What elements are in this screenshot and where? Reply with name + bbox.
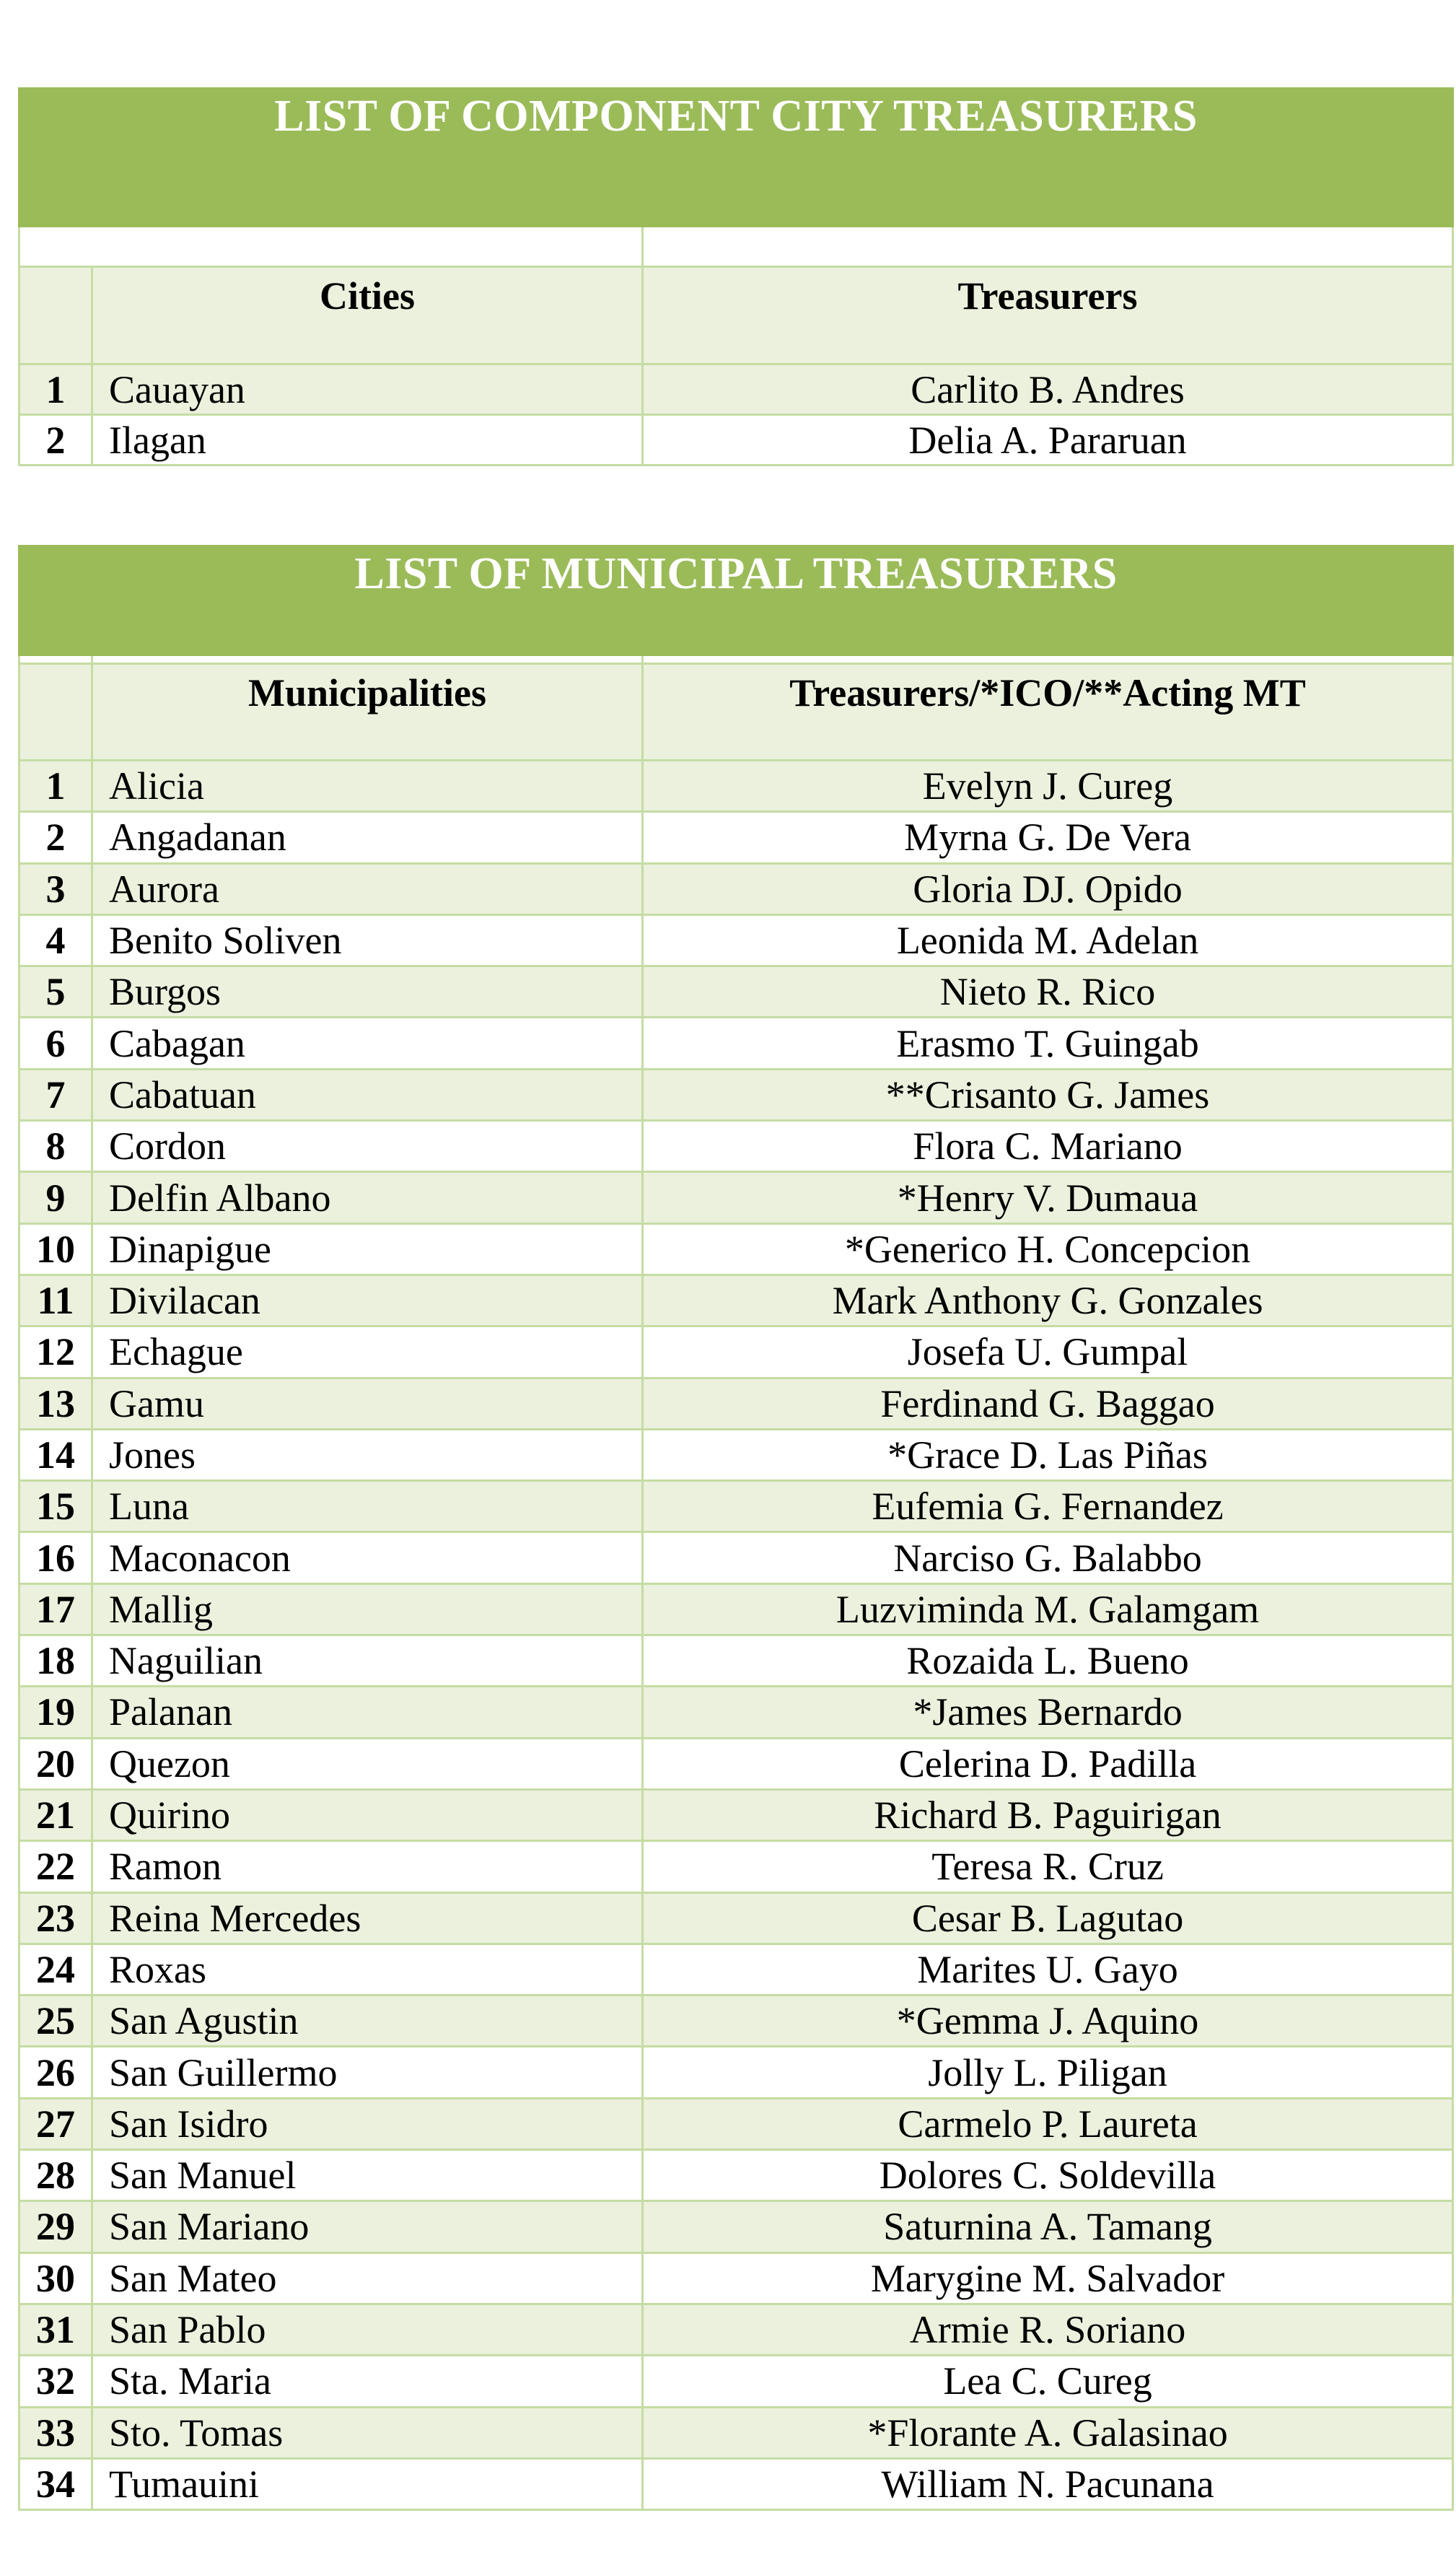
table-row: [19, 812, 1453, 863]
table-row: [19, 1996, 1453, 2047]
place-name: San Mariano: [92, 2201, 643, 2252]
place-name: Sto. Tomas: [92, 2407, 643, 2458]
table-row: [19, 1635, 1453, 1687]
row-number: 6: [19, 1018, 92, 1069]
row-number: 14: [19, 1429, 92, 1480]
municipal-table-banner-strip: [19, 604, 1453, 655]
row-number: 11: [19, 1275, 92, 1326]
row-number: 2: [19, 415, 92, 466]
treasurer-name: Narciso G. Balabbo: [643, 1532, 1453, 1583]
table-row: [19, 2304, 1453, 2355]
table-row: [19, 2047, 1453, 2098]
place-name: Quirino: [92, 1789, 643, 1840]
table-row: [19, 1892, 1453, 1944]
cities-column-header: Cities: [320, 274, 415, 318]
treasurer-name: Eufemia G. Fernandez: [643, 1481, 1453, 1532]
treasurer-name: Jolly L. Piligan: [643, 2047, 1453, 2098]
place-name: Cordon: [92, 1121, 643, 1172]
row-number: 13: [19, 1378, 92, 1429]
municipal-treasurers-table: [18, 545, 1454, 2511]
row-number: 12: [19, 1326, 92, 1378]
place-name: Divilacan: [92, 1275, 643, 1326]
row-number: 23: [19, 1892, 92, 1944]
row-number: 17: [19, 1583, 92, 1635]
row-number: 10: [19, 1223, 92, 1275]
row-number: 28: [19, 2150, 92, 2201]
municipalities-column-header: Municipalities: [247, 671, 486, 714]
treasurer-name: Flora C. Mariano: [643, 1121, 1453, 1172]
treasurer-name: **Crisanto G. James: [643, 1069, 1453, 1120]
place-name: Alicia: [92, 761, 643, 812]
table-row: [19, 415, 1453, 466]
treasurer-name: *Florante A. Galasinao: [643, 2407, 1453, 2458]
treasurer-name: Delia A. Pararuan: [643, 415, 1453, 466]
place-name: Quezon: [92, 1738, 643, 1789]
table-row: [19, 1121, 1453, 1172]
place-name: Jones: [92, 1429, 643, 1480]
treasurer-name: Luzviminda M. Galamgam: [643, 1583, 1453, 1635]
place-name: Aurora: [92, 863, 643, 914]
place-name: Cabatuan: [92, 1069, 643, 1120]
treasurer-name: Gloria DJ. Opido: [643, 863, 1453, 914]
treasurer-name: Saturnina A. Tamang: [643, 2201, 1453, 2252]
row-number: 15: [19, 1481, 92, 1532]
treasurer-name: Carmelo P. Laureta: [643, 2098, 1453, 2149]
row-number: 2: [19, 812, 92, 863]
row-number: 4: [19, 914, 92, 966]
table-row: [19, 1583, 1453, 1635]
treasurer-name: *Gemma J. Aquino: [643, 1996, 1453, 2047]
table-row: [19, 1429, 1453, 1480]
place-name: Luna: [92, 1481, 643, 1532]
city-table-title: LIST OF COMPONENT CITY TREASURERS: [274, 92, 1198, 141]
table-row: [19, 1172, 1453, 1223]
city-treasurers-table: [18, 87, 1454, 466]
treasurer-name: Ferdinand G. Baggao: [643, 1378, 1453, 1429]
municipal-treasurers-column-header: Treasurers/*ICO/**Acting MT: [789, 671, 1306, 714]
place-name: Cauayan: [92, 364, 643, 415]
row-number: 1: [19, 364, 92, 415]
treasurer-name: Cesar B. Lagutao: [643, 1892, 1453, 1944]
place-name: Tumauini: [92, 2458, 643, 2509]
row-number: 22: [19, 1841, 92, 1892]
treasurer-name: Myrna G. De Vera: [643, 812, 1453, 863]
row-number: 21: [19, 1789, 92, 1840]
city-table-header: [19, 267, 1453, 364]
place-name: Echague: [92, 1326, 643, 1378]
treasurer-name: Marites U. Gayo: [643, 1944, 1453, 1995]
treasurer-name: Richard B. Paguirigan: [643, 1789, 1453, 1840]
row-number: 34: [19, 2458, 92, 2509]
table-row: [19, 2098, 1453, 2149]
place-name: San Agustin: [92, 1996, 643, 2047]
treasurer-name: Armie R. Soriano: [643, 2304, 1453, 2355]
row-number: 30: [19, 2252, 92, 2304]
row-number: 19: [19, 1687, 92, 1738]
row-number: 16: [19, 1532, 92, 1583]
treasurer-name: Nieto R. Rico: [643, 966, 1453, 1018]
place-name: Angadanan: [92, 812, 643, 863]
place-name: San Manuel: [92, 2150, 643, 2201]
table-row: [19, 966, 1453, 1018]
place-name: Burgos: [92, 966, 643, 1018]
row-number: 3: [19, 863, 92, 914]
treasurers-column-header: Treasurers: [957, 274, 1138, 318]
treasurer-name: Marygine M. Salvador: [643, 2252, 1453, 2304]
table-row: [19, 2150, 1453, 2201]
place-name: Ilagan: [92, 415, 643, 466]
row-number: 18: [19, 1635, 92, 1687]
place-name: Benito Soliven: [92, 914, 643, 966]
place-name: San Guillermo: [92, 2047, 643, 2098]
city-table-banner: [19, 89, 1453, 227]
table-row: [19, 1069, 1453, 1120]
treasurer-name: *James Bernardo: [643, 1687, 1453, 1738]
place-name: Sta. Maria: [92, 2356, 643, 2407]
treasurer-name: Lea C. Cureg: [643, 2356, 1453, 2407]
table-row: [19, 1944, 1453, 1995]
treasurer-name: *Generico H. Concepcion: [643, 1223, 1453, 1275]
place-name: San Mateo: [92, 2252, 643, 2304]
row-number: 9: [19, 1172, 92, 1223]
municipal-table-header: [19, 664, 1453, 761]
treasurer-name: Teresa R. Cruz: [643, 1841, 1453, 1892]
treasurer-name: Dolores C. Soldevilla: [643, 2150, 1453, 2201]
treasurer-name: Leonida M. Adelan: [643, 914, 1453, 966]
table-row: [19, 1738, 1453, 1789]
table-row: [19, 2252, 1453, 2304]
place-name: Cabagan: [92, 1018, 643, 1069]
row-number: 25: [19, 1996, 92, 2047]
table-row: [19, 1326, 1453, 1378]
row-number: 29: [19, 2201, 92, 2252]
place-name: Gamu: [92, 1378, 643, 1429]
table-row: [19, 2407, 1453, 2458]
place-name: Palanan: [92, 1687, 643, 1738]
table-row: [19, 914, 1453, 966]
table-row: [19, 1018, 1453, 1069]
table-row: [19, 863, 1453, 914]
place-name: Dinapigue: [92, 1223, 643, 1275]
table-row: [19, 1223, 1453, 1275]
place-name: Naguilian: [92, 1635, 643, 1687]
place-name: San Pablo: [92, 2304, 643, 2355]
row-number: 32: [19, 2356, 92, 2407]
row-number: 24: [19, 1944, 92, 1995]
row-number: 20: [19, 1738, 92, 1789]
treasurer-name: Erasmo T. Guingab: [643, 1018, 1453, 1069]
treasurer-name: Celerina D. Padilla: [643, 1738, 1453, 1789]
treasurer-name: William N. Pacunana: [643, 2458, 1453, 2509]
row-number: 26: [19, 2047, 92, 2098]
table-row: [19, 2356, 1453, 2407]
table-row: [19, 1481, 1453, 1532]
city-table-spacer: [19, 227, 1453, 267]
table-row: [19, 2201, 1453, 2252]
municipal-table-title: LIST OF MUNICIPAL TREASURERS: [354, 549, 1118, 598]
row-number: 33: [19, 2407, 92, 2458]
place-name: Mallig: [92, 1583, 643, 1635]
table-row: [19, 1841, 1453, 1892]
treasurer-name: Rozaida L. Bueno: [643, 1635, 1453, 1687]
place-name: Reina Mercedes: [92, 1892, 643, 1944]
treasurer-name: Evelyn J. Cureg: [643, 761, 1453, 812]
place-name: Delfin Albano: [92, 1172, 643, 1223]
row-number: 5: [19, 966, 92, 1018]
row-number: 7: [19, 1069, 92, 1120]
row-number: 31: [19, 2304, 92, 2355]
row-number: 8: [19, 1121, 92, 1172]
table-row: [19, 1687, 1453, 1738]
place-name: San Isidro: [92, 2098, 643, 2149]
table-row: [19, 1789, 1453, 1840]
table-row: [19, 761, 1453, 812]
row-number: 1: [19, 761, 92, 812]
treasurer-name: Mark Anthony G. Gonzales: [643, 1275, 1453, 1326]
table-row: [19, 1532, 1453, 1583]
treasurer-name: *Grace D. Las Piñas: [643, 1429, 1453, 1480]
place-name: Maconacon: [92, 1532, 643, 1583]
treasurer-name: Carlito B. Andres: [643, 364, 1453, 415]
treasurer-name: Josefa U. Gumpal: [643, 1326, 1453, 1378]
table-row: [19, 1378, 1453, 1429]
table-row: [19, 364, 1453, 415]
place-name: Roxas: [92, 1944, 643, 1995]
row-number: 27: [19, 2098, 92, 2149]
place-name: Ramon: [92, 1841, 643, 1892]
municipal-table-spacer: [19, 655, 1453, 664]
treasurer-name: *Henry V. Dumaua: [643, 1172, 1453, 1223]
municipal-table-banner: [19, 546, 1453, 604]
table-row: [19, 1275, 1453, 1326]
table-row: [19, 2458, 1453, 2509]
